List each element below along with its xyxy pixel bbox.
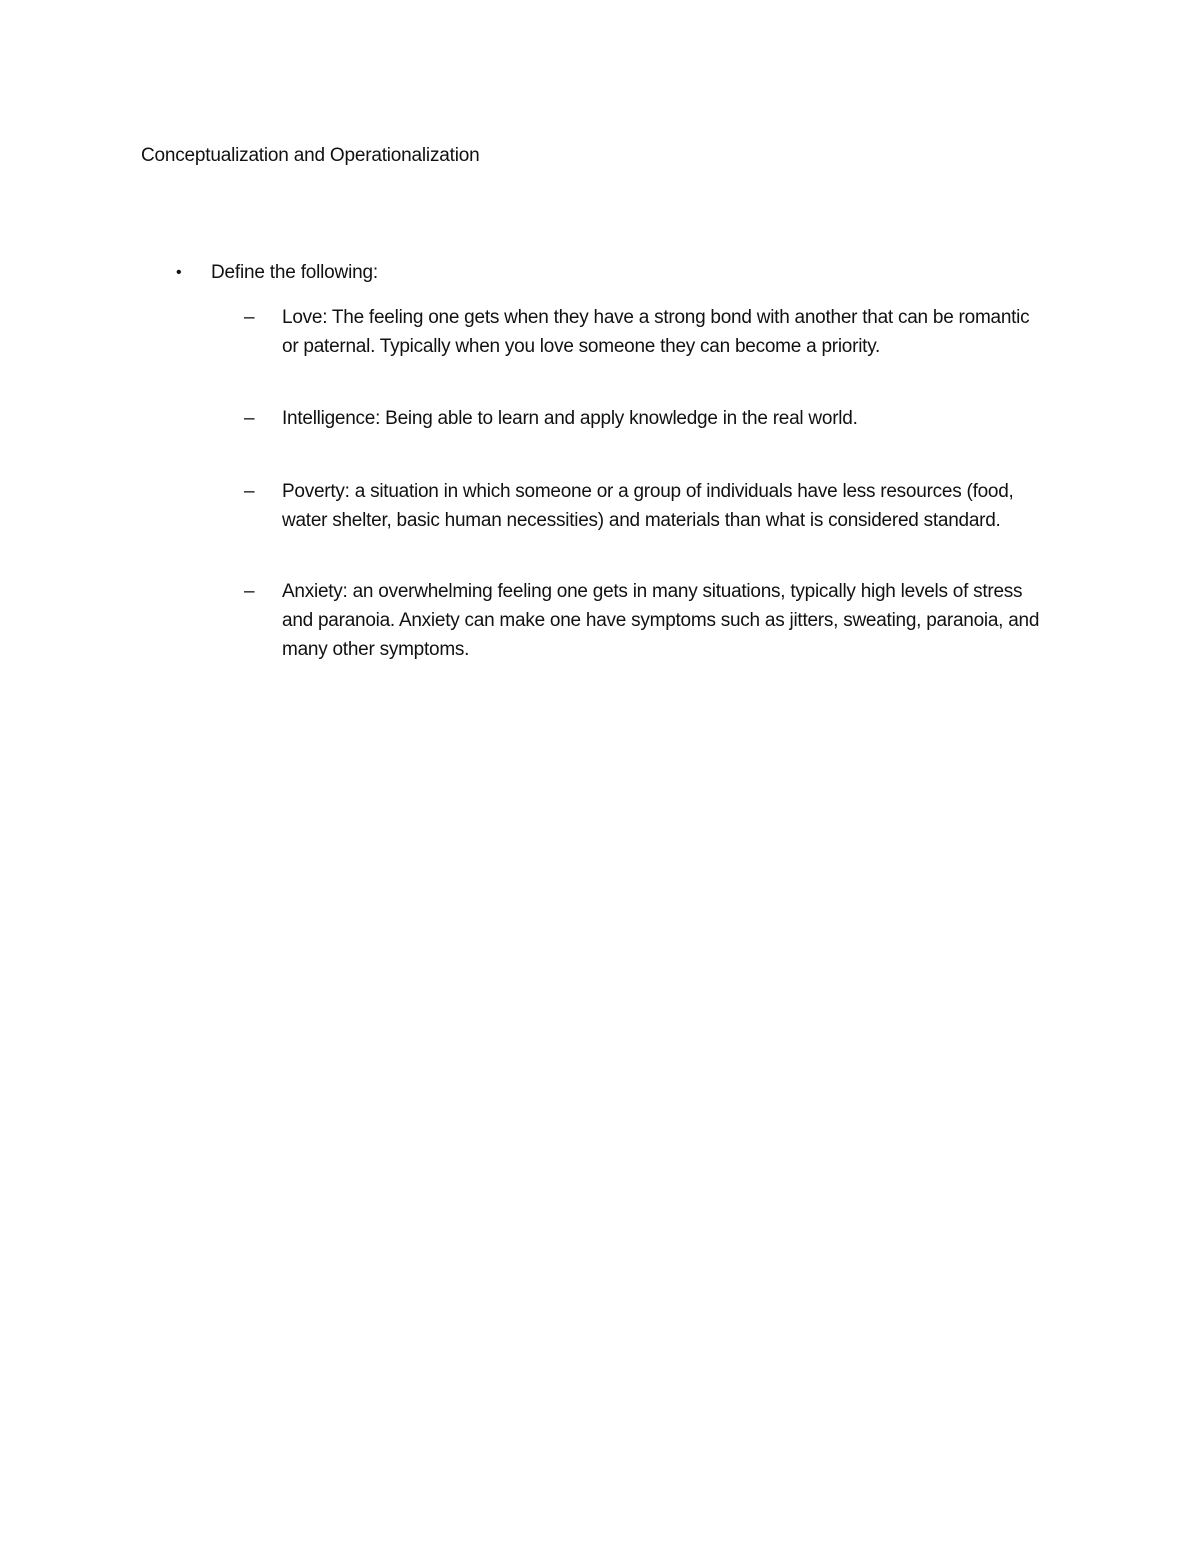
- document-title: Conceptualization and Operationalization: [141, 145, 480, 166]
- bullet-text: Define the following:: [211, 262, 378, 283]
- definition-text: Intelligence: Being able to learn and apply knowledge in the real world.: [282, 408, 858, 429]
- definition-text: Poverty: a situation in which someone or a group of individuals have less resources (food, water shelter, basic human necessities) and materials than what is considered standard.: [282, 481, 1014, 531]
- dash-icon: –: [244, 481, 255, 502]
- definition-text: Anxiety: an overwhelming feeling one gets in many situations, typically high levels of stress and paranoia. Anxiety can make one have symptoms such as jitters, sweating, paranoia, and many other symptoms.: [282, 581, 1040, 660]
- definition-text: Love: The feeling one gets when they have a strong bond with another that can be romantic or paternal. Typically when you love someone they can become a priority.: [282, 307, 1030, 357]
- dash-icon: –: [244, 307, 255, 328]
- bullet-icon: •: [176, 264, 182, 281]
- dash-icon: –: [244, 408, 255, 429]
- dash-icon: –: [244, 581, 255, 602]
